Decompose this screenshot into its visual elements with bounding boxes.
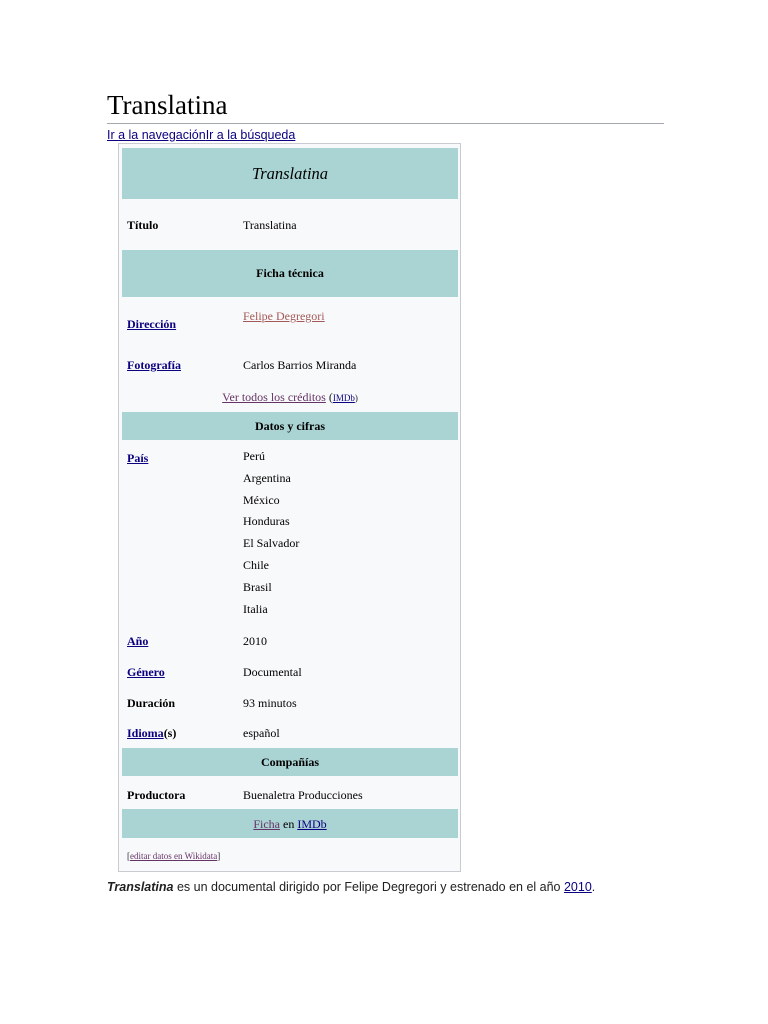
titulo-value: Translatina — [243, 218, 297, 232]
infobox-row-productora — [122, 780, 458, 808]
pais-item: Italia — [243, 601, 268, 616]
page-title: Translatina — [107, 88, 664, 124]
pais-item: Perú — [243, 449, 265, 463]
infobox-row-idioma — [122, 720, 458, 747]
anio-value: 2010 — [243, 634, 267, 648]
wikidata-bracket-open: [ — [127, 851, 130, 861]
direccion-label-link[interactable]: Dirección — [127, 317, 177, 331]
infobox-row-fotografia — [122, 350, 458, 382]
infobox-row-duracion — [122, 689, 458, 719]
intro-text: es un documental dirigido por Felipe Degregori y estrenado en el año — [173, 880, 564, 894]
infobox — [118, 143, 461, 872]
pais-label-link[interactable]: País — [127, 451, 149, 465]
genero-label-link[interactable]: Género — [127, 665, 165, 679]
intro-paragraph — [107, 878, 707, 896]
pais-item: México — [243, 492, 280, 507]
fotografia-label-link[interactable]: Fotografía — [127, 358, 181, 372]
infobox-row-titulo — [122, 203, 458, 249]
jump-to-navigation-link[interactable]: Ir a la navegación — [107, 128, 206, 142]
intro-end: . — [591, 880, 596, 894]
ficha-imdb-link[interactable]: IMDb — [297, 817, 327, 831]
productora-value: Buenaletra Producciones — [243, 788, 363, 802]
idioma-label-link[interactable]: Idioma — [127, 726, 164, 740]
titulo-label: Título — [127, 218, 159, 232]
idioma-value: español — [243, 726, 280, 740]
credits-imdb-link[interactable]: IMDb — [332, 393, 355, 403]
ficha-link[interactable]: Ficha — [253, 817, 280, 831]
ficha-en-text: en — [280, 817, 298, 831]
pais-list — [243, 446, 299, 620]
infobox-row-anio — [122, 627, 458, 657]
intro-title: Translatina — [107, 880, 174, 894]
infobox-row-wikidata — [122, 842, 458, 867]
pais-item: El Salvador — [243, 536, 300, 551]
idioma-suffix: (s) — [163, 726, 177, 740]
pais-item: Brasil — [243, 579, 272, 594]
infobox-caption: Translatina — [122, 148, 458, 199]
jump-links — [107, 127, 295, 143]
ver-creditos-link[interactable]: Ver todos los créditos — [222, 390, 326, 404]
datos-cifras-header: Datos y cifras — [122, 412, 458, 440]
anio-label-link[interactable]: Año — [127, 634, 149, 648]
pais-item: Honduras — [243, 514, 290, 529]
pais-item: Argentina — [243, 470, 291, 485]
editar-wikidata-link[interactable]: editar datos en Wikidata — [130, 851, 218, 861]
infobox-row-direccion — [122, 300, 458, 348]
ficha-imdb-row — [122, 809, 458, 838]
ficha-tecnica-header: Ficha técnica — [122, 250, 458, 297]
infobox-row-pais — [122, 443, 458, 626]
genero-value: Documental — [243, 665, 302, 679]
direccion-value-link[interactable]: Felipe Degregori — [243, 309, 325, 323]
idioma-label — [127, 726, 176, 741]
infobox-row-creditos — [122, 384, 458, 409]
pais-item: Chile — [243, 557, 269, 572]
duracion-label: Duración — [127, 696, 175, 710]
duracion-value: 93 minutos — [243, 696, 297, 710]
companias-header: Compañías — [122, 748, 458, 776]
infobox-row-genero — [122, 658, 458, 688]
credits-paren-open: ( — [325, 390, 333, 404]
intro-year-link[interactable]: 2010 — [563, 880, 592, 894]
jump-to-search-link[interactable]: Ir a la búsqueda — [205, 128, 296, 142]
productora-label: Productora — [127, 788, 186, 802]
fotografia-value: Carlos Barrios Miranda — [243, 358, 357, 372]
credits-paren-close: ) — [354, 393, 358, 403]
wikidata-bracket-close: ] — [217, 851, 221, 861]
